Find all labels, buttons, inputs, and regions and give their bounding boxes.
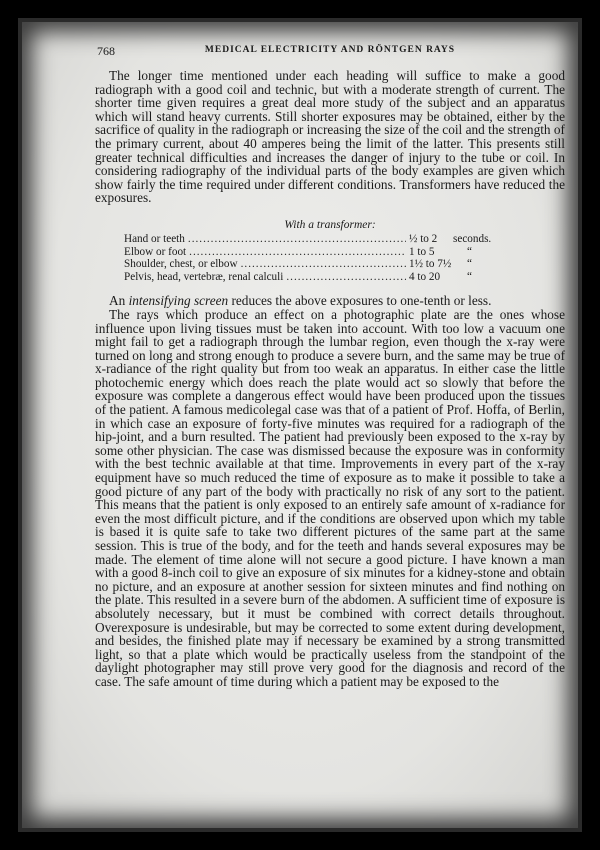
table-row [124,271,503,284]
table-row-unit: “ [467,245,472,258]
paragraph-intensifying-screen [95,294,565,308]
table-row-unit: seconds. [453,232,492,245]
paragraph-lead: An [109,293,129,309]
table-row-part: Elbow or foot [124,245,187,258]
table-row [124,258,503,271]
table-row [124,233,503,246]
page-header [95,42,565,60]
leader-dots [286,271,406,284]
table-row-part: Pelvis, head, vertebræ, renal calculi [124,270,284,283]
table-row-part: Shoulder, chest, or elbow [124,258,238,271]
table-row-part: Hand or teeth [124,232,185,245]
table-row-range: 4 to 20 [409,270,441,283]
leader-dots [241,258,406,271]
emphasis-intensifying-screen: intensifying screen [128,293,229,309]
table-row-range: ½ to 2 [409,232,438,245]
paragraph-rays-and-tissues: The rays which produce an effect on a photographic plate are the ones whose influence upon living tissues must be taken into account. With too low a vacuum one might fail to get a radiograph through the lumbar region, even though the x-ray were turned on long and strong enough to produce a severe burn, and the same may be true of x-radiance of the right quality but from too weak an apparatus. In either case the little photochemic energy which does reach the plate would act so slowly that before the exposure was complete a dangerous effect would have been produced upon the tissues of the patient. A famous medicolegal case was that of a patient of Prof. Hoffa, of Berlin, in which case an exposure of forty-five minutes was required for a radiograph of the hip-joint, and a burn resulted. The patient had previously been exposed to the x-ray by some other physician. The case was dismissed because the exposure was in conformity with the best technic available at that time. Improvements in every part of the x-ray equipment have so much reduced the time of exposure as to make it possible to take a good picture of any part of the body with practically no risk of any sort to the patient. This means that the patient is only exposed to an entirely safe amount of x-radiance for even the most difficult picture, and if the conditions are observed upon which my table is based it is quite safe to take two different pictures of the same part at the same session. This is true of the body, and for the teeth and hands several exposures may be made. The element of time alone will not secure a good picture. I have known a man with a good 8-inch coil to give an exposure of six minutes for a kidney-stone and obtain no picture, and an exposure at another session for sixteen minutes and find nothing on the plate. This resulted in a severe burn of the abdomen. A sufficient time of exposure is absolutely necessary, but it must be combined with correct details throughout. Overexposure is undesirable, but may be corrected to some extent during development, and besides, the finished plate may if necessary be examined by a strong transmitted light, so that a plate which would be practically useless from the standpoint of the daylight photographer may still prove very good for the diagnosis and record of the case. The safe amount of time during which a patient may be exposed to the [95,306,565,689]
leader-dots [188,233,406,246]
leader-dots [189,246,406,259]
exposure-table-caption: With a transformer: [284,218,376,231]
table-row-unit: “ [467,258,472,271]
table-row-range: 1½ to 7½ [409,258,452,271]
exposure-table [95,219,565,283]
book-page [95,42,565,689]
table-row-unit: “ [467,270,472,283]
table-row [124,246,503,259]
paragraph-rest: reduces the above exposures to one-tenth or less. [228,293,492,309]
table-row-range: 1 to 5 [409,245,435,258]
photo-frame [22,22,578,828]
running-head: MEDICAL ELECTRICITY AND RÖNTGEN RAYS [204,45,456,55]
page-number: 768 [97,44,115,58]
paragraph-exposure-times: The longer time mentioned under each heading will suffice to make a good radiograph with a good coil and technic, but with a moderate strength of current. The shorter time given requires a great deal more study of the subject and an apparatus which will stand heavy currents. Still shorter exposures may be obtained, either by the sacrifice of quality in the radiograph or increasing the size of the coil and the strength of the primary current, about 40 amperes being the limit of the latter. This presents still greater technical difficulties and increases the danger of injury to the tube or coil. In considering radiography of the individual parts of the body examples are given which show fairly the time required under different conditions. Transformers have reduced the exposures. [95,68,565,206]
